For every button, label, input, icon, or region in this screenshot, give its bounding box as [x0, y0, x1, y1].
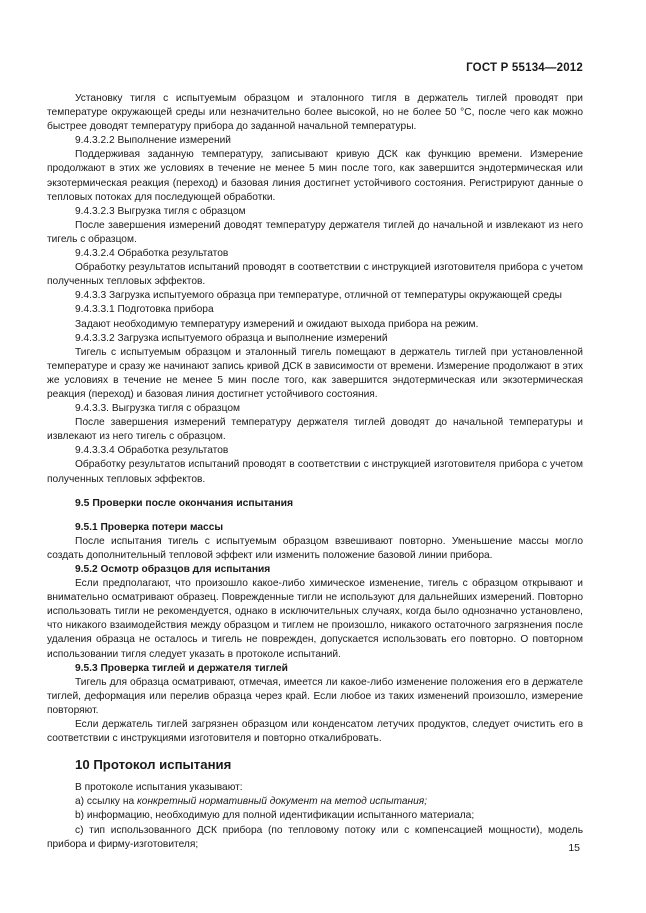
list-item: b) информацию, необходимую для полной идентификации испытанного материала;	[75, 810, 475, 822]
page-number: 15	[568, 842, 580, 854]
paragraph: Поддерживая заданную температуру, записывают кривую ДСК как функцию времени. Измерение продолжают в этих же условиях в течение не менее 5 мин после того, как завершится эндотермическая или экзотермическая реакция (переход) и базовая линия достигнет устойчивого состояния. Регистрируют данные о тепловых потоках для последующей обработки.	[47, 149, 583, 203]
subclause-heading: 9.4.3.2.2 Выполнение измерений	[75, 135, 231, 147]
paragraph: Обработку результатов испытаний проводят в соответствии с инструкцией изготовителя прибора с учетом полученных тепловых эффектов.	[47, 262, 583, 288]
standard-designation: ГОСТ Р 55134—2012	[466, 62, 583, 74]
clause-heading: 9.5.1 Проверка потери массы	[75, 521, 224, 533]
paragraph: Обработку результатов испытаний проводят в соответствии с инструкцией изготовителя прибора с учетом полученных тепловых эффектов.	[47, 459, 583, 485]
clause-heading: 9.5.3 Проверка тиглей и держателя тиглей	[75, 662, 288, 674]
document-body	[47, 92, 583, 852]
list-item: а) ссылку на конкретный нормативный документ на метод испытания;	[75, 796, 428, 808]
paragraph: Тигель с испытуемым образцом и эталонный тигель помещают в держатель тиглей при установленной температуре и сразу же начинают запись кривой ДСК в зависимости от времени. Измерение продолжают в этих же условиях в течение не менее 5 мин после того, как завершится эндотермическая или экзотермическая реакция (переход) и базовая линия достигнет устойчивого состояния.	[47, 346, 583, 400]
subclause-heading: 9.4.3.2.3 Выгрузка тигля с образцом	[75, 205, 246, 217]
paragraph: Задают необходимую температуру измерений и ожидают выхода прибора на режим.	[75, 318, 479, 330]
paragraph: Установку тигля с испытуемым образцом и эталонного тигля в держатель тиглей проводят при температуре окружающей среды или незначительно более высокой, но не более 50 °С, после чего как можно быстрее доводят температуру прибора до заданной начальной температуры.	[47, 93, 583, 133]
paragraph: Если держатель тиглей загрязнен образцом или конденсатом летучих продуктов, следует очистить его в соответствии с инструкциями изготовителя и повторно откалибровать.	[47, 719, 583, 745]
subclause-heading: 9.4.3.2.4 Обработка результатов	[75, 248, 229, 260]
subclause-heading: 9.4.3.3.1 Подготовка прибора	[75, 304, 214, 316]
list-item: с) тип использованного ДСК прибора (по тепловому потоку или с компенсацией мощности), модель прибора и фирму-изготовителя;	[47, 824, 583, 850]
section-heading-9-5: 9.5 Проверки после окончания испытания	[75, 497, 294, 509]
paragraph: В протоколе испытания указывают:	[75, 782, 243, 794]
paragraph: Если предполагают, что произошло какое-либо химическое изменение, тигель с образцом открывают и внимательно осматривают образец. Поврежденные тигли не используют для дальнейших измерений. Повторно использовать тигли не рекомендуется, однако в исключительных случаях, когда было однозначно установлено, что никакого взаимодействия между образцом и тиглем не произошло, никакого остаточного загрязнения после удаления образца не осталось и тигель не поврежден, допускается использовать его повторно. О повторном использовании тигля следует указать в протоколе испытаний.	[47, 578, 583, 660]
paragraph: После завершения измерений доводят температуру держателя тиглей до начальной и извлекают из него тигель с образцом.	[47, 219, 583, 245]
emphasis-text: конкретный нормативный документ на метод испытания;	[136, 796, 428, 808]
paragraph: Тигель для образца осматривают, отмечая, имеется ли какое-либо изменение положения его в держателе тиглей, деформация или перелив образца через край. Если любое из таких изменений произошло, измерение повторяют.	[47, 676, 583, 716]
subclause-heading: 9.4.3.3.2 Загрузка испытуемого образца и выполнение измерений	[75, 332, 388, 344]
subclause-heading: 9.4.3.3. Выгрузка тигля с образцом	[75, 403, 240, 415]
paragraph: После испытания тигель с испытуемым образцом взвешивают повторно. Уменьшение массы могло создать дополнительный тепловой эффект или изменить положение базовой линии прибора.	[47, 535, 583, 561]
paragraph: После завершения измерений температуру держателя тиглей доводят до начальной температуры и извлекают из него тигель с образцом.	[47, 417, 583, 443]
subclause-heading: 9.4.3.3.4 Обработка результатов	[75, 445, 229, 457]
paragraph: 9.4.3.3 Загрузка испытуемого образца при температуре, отличной от температуры окружающей среды	[75, 290, 562, 302]
clause-heading: 9.5.2 Осмотр образцов для испытания	[75, 564, 271, 575]
chapter-heading-10: 10 Протокол испытания	[75, 757, 232, 773]
